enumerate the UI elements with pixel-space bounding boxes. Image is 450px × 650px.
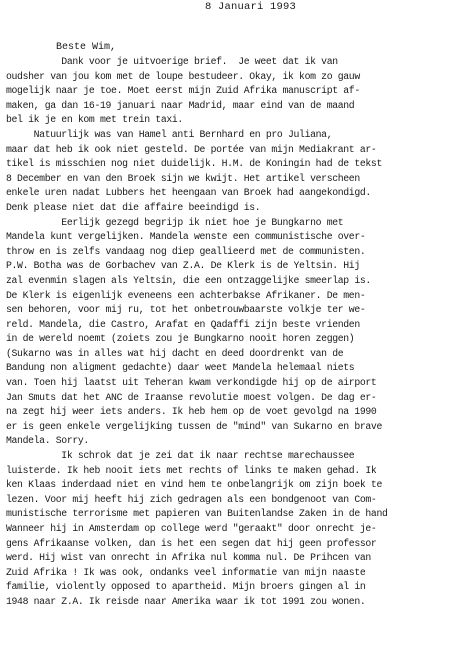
letter-line: Ik schrok dat je zei dat ik naar rechtse marechaussee: [6, 450, 355, 462]
letter-line: Dank voor je uitvoerige brief. Je weet dat ik van: [6, 56, 338, 67]
letter-line: Mandela kunt vergelijken. Mandela wenste een communistische over-: [6, 231, 366, 243]
letter-line: P.W. Botha was de Gorbachev van Z.A. De Klerk is de Yeltsin. Hij: [6, 260, 360, 272]
letter-body: [6, 55, 446, 610]
letter-line: gens Afrikaanse volken, dan is het een segen dat hij geen professor: [6, 537, 377, 549]
letter-line: Jan Smuts dat het ANC de Iraanse revolutie moest volgen. De dag er-: [6, 391, 377, 403]
letter-line: Eerlijk gezegd begrijp ik niet hoe je Bungkarno met: [6, 216, 344, 228]
letter-line: maken, ga dan 16-19 januari naar Madrid, maar eind van de maand: [6, 99, 355, 111]
letter-line: na zegt hij weer iets anders. Ik heb hem op de voet gevolgd na 1990: [6, 406, 377, 418]
letter-date: 8 Januari 1993: [205, 1, 297, 13]
letter-paragraph: [6, 216, 446, 450]
letter-line: Denk please niet dat die affaire beeindigd is.: [6, 201, 261, 213]
letter-line: oudsher van jou kom met de loupe bestudeer. Okay, ik kom zo gauw: [6, 70, 360, 82]
letter-line: familie, violently opposed to apartheid. Mijn broers gingen al in: [6, 581, 366, 593]
letter-line: mogelijk naar je toe. Moet eerst mijn Zuid Afrika manuscript af-: [6, 85, 360, 97]
letter-line: maar dat heb ik ook niet gesteld. De portée van mijn Mediakrant ar-: [6, 143, 377, 155]
letter-line: munistische terrorisme met papieren van Buitenlandse Zaken in de hand: [6, 508, 388, 520]
letter-line: Bandung non aligment gedachte) daar weet Mandela helemaal niets: [6, 362, 355, 374]
letter-line: Mandela. Sorry.: [6, 435, 89, 447]
letter-paragraph: [6, 449, 446, 610]
letter-line: Natuurlijk was van Hamel anti Bernhard en pro Juliana,: [6, 128, 333, 140]
salutation: Beste Wim,: [56, 42, 117, 53]
letter-line: werd. Hij wist van onrecht in Afrika nul komma nul. De Prihcen van: [6, 552, 371, 564]
letter-line: Zuid Afrika ! Ik was ook, ondanks veel informatie van mijn naaste: [6, 566, 366, 578]
letter-paragraph: [6, 128, 446, 216]
letter-line: De Klerk is eigenlijk eveneens een achterbakse Afrikaner. De men-: [6, 289, 366, 301]
letter-line: lezen. Voor mij heeft hij zich gedragen als een bondgenoot van Com-: [6, 493, 377, 505]
letter-line: sen behoren, voor mij ru, tot het onbetrouwbaarste volkje ter we-: [6, 304, 366, 316]
letter-line: tikel is misschien nog niet duidelijk. H.M. de Koningin had de tekst: [6, 158, 382, 170]
letter-line: reld. Mandela, die Castro, Arafat en Qadaffi zijn beste vrienden: [6, 318, 360, 330]
letter-line: er is geen enkele vergelijking tussen de "mind" van Sukarno en brave: [6, 420, 382, 432]
letter-line: 8 December en van den Broek sijn we kwijt. Het artikel verscheen: [6, 172, 360, 184]
letter-line: (Sukarno was in alles wat hij dacht en deed doordrenkt van de: [6, 347, 344, 359]
letter-line: in de wereld noemt (zoiets zou je Bungkarno nooit horen zeggen): [6, 333, 355, 345]
letter-line: 1948 naar Z.A. Ik reisde naar Amerika waar ik tot 1991 zou wonen.: [6, 595, 366, 607]
letter-line: Wanneer hij in Amsterdam op college werd "geraakt" door onrecht je-: [6, 523, 377, 534]
letter-line: ken Klaas inderdaad niet en vind hem te onbelangrijk om zijn boek te: [6, 479, 382, 491]
letter-line: bel ik je en kom met trein taxi.: [6, 114, 183, 126]
letter-line: zal evenmin slagen als Yeltsin, die een ontzaggelijke smeerlap is.: [6, 274, 371, 286]
letter-line: enkele uren nadat Lubbers het heengaan van Broek had aangekondigd.: [6, 187, 371, 199]
letter-line: luisterde. Ik heb nooit iets met rechts of links te maken gehad. Ik: [6, 464, 377, 476]
letter-paragraph: [6, 55, 446, 128]
letter-line: throw en is zelfs vandaag nog diep geallieerd met de communisten.: [6, 245, 366, 257]
letter-line: van. Toen hij laatst uit Teheran kwam verkondigde hij op de airport: [6, 377, 377, 389]
